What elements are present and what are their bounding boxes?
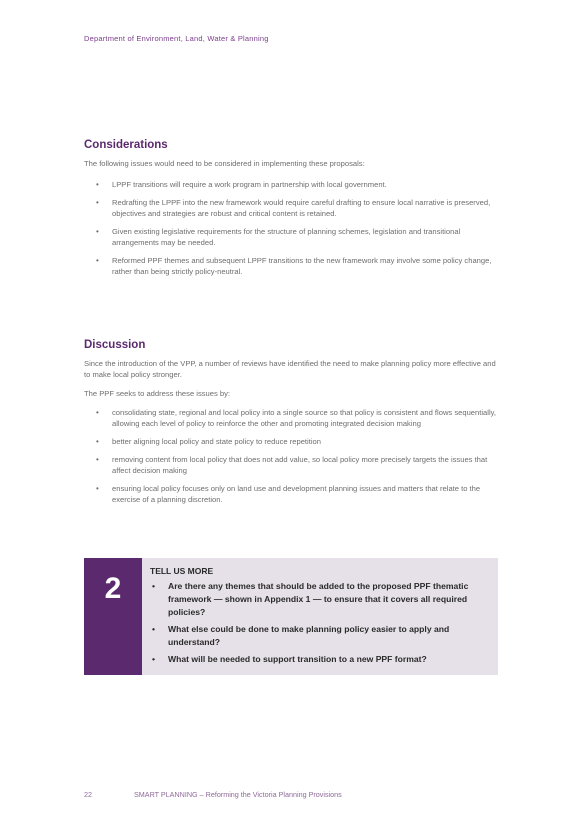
discussion-list [84,407,498,505]
discussion-section [84,339,498,512]
bullet-icon: • [96,256,99,265]
considerations-intro: The following issues would need to be considered in implementing these proposals: [84,159,365,168]
department-header: Department of Environment, Land, Water & Planning [84,34,269,43]
callout-questions [150,580,484,666]
bullet-icon: • [96,198,99,207]
callout-title: TELL US MORE [150,566,214,576]
bullet-icon: • [152,624,156,634]
considerations-section [84,139,498,284]
bullet-icon: • [96,455,99,464]
list-item: • removing content from local policy that does not add value, so local policy more precisely targets the issues that affect decision making [96,455,488,475]
discussion-intro: Since the introduction of the VPP, a number of reviews have identified the need to make planning policy more effective and to make local policy stronger. [84,359,496,379]
list-item: • What will be needed to support transition to a new PPF format? [152,654,427,664]
bullet-icon: • [96,408,99,417]
bullet-icon: • [96,484,99,493]
list-item: • ensuring local policy focuses only on land use and development planning issues and matters that relate to the exercise of a planning discretion. [96,484,481,504]
page-footer [84,790,342,799]
bullet-icon: • [96,180,99,189]
bullet-icon: • [152,654,156,664]
list-item: • LPPF transitions will require a work program in partnership with local government. [96,180,387,189]
callout-number-box [84,558,142,675]
callout-body [142,558,498,675]
tell-us-more-callout [84,558,498,675]
callout-number: 2 [104,572,122,605]
list-item: • Are there any themes that should be added to the proposed PPF thematic framework — shown in Appendix 1 — to ensure that it covers all required policies? [152,581,469,617]
page-number: 22 [84,790,92,799]
discussion-lead-in: The PPF seeks to address these issues by: [84,389,231,398]
footer-title: SMART PLANNING – Reforming the Victoria Planning Provisions [134,790,342,799]
list-item: • better aligning local policy and state policy to reduce repetition [96,437,321,446]
considerations-list [84,179,498,277]
list-item: • Given existing legislative requirements for the structure of planning schemes, legislation and transitional arrangements may be needed. [96,227,461,247]
bullet-icon: • [96,437,99,446]
list-item: • Redrafting the LPPF into the new framework would require careful drafting to ensure local narrative is preserved, objectives and strategies are robust and critical content is retained. [96,198,491,218]
list-item: • consolidating state, regional and local policy into a single source so that policy is consistent and flows sequentially, allowing each level of policy to reinforce the other and promoting integrated decision making [96,408,496,428]
bullet-icon: • [96,227,99,236]
list-item: • Reformed PPF themes and subsequent LPPF transitions to the new framework may involve some policy change, rather than being strictly policy-neutral. [96,256,492,276]
list-item: • What else could be done to make planning policy easier to apply and understand? [152,624,450,647]
considerations-heading: Considerations [84,139,168,151]
discussion-heading: Discussion [84,339,146,351]
bullet-icon: • [152,581,156,591]
